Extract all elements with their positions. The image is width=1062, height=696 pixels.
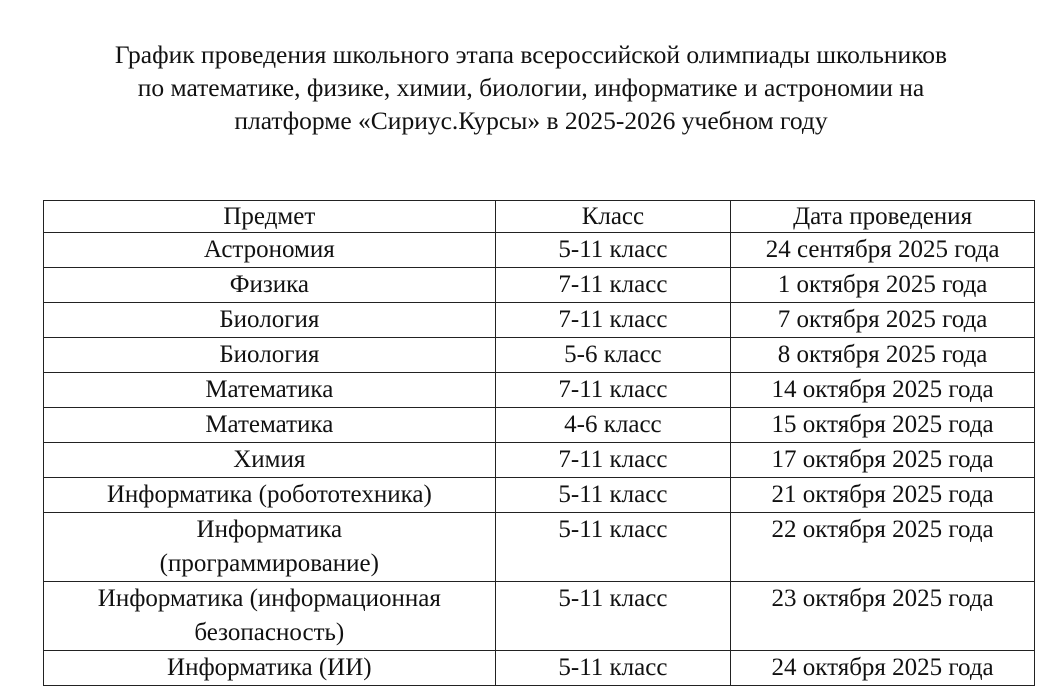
title-line: График проведения школьного этапа всероссийской олимпиады школьников	[114, 40, 948, 69]
cell-date: 7 октября 2025 года	[731, 303, 1035, 338]
cell-grade: 7-11 класс	[495, 373, 731, 408]
cell-subject: Химия	[44, 443, 496, 478]
cell-subject: Информатика (ИИ)	[44, 651, 496, 686]
cell-grade: 5-11 класс	[495, 582, 731, 651]
header-date: Дата проведения	[731, 201, 1035, 233]
header-subject: Предмет	[44, 201, 496, 233]
table-row	[44, 233, 1035, 268]
cell-date: 8 октября 2025 года	[731, 338, 1035, 373]
cell-date: 1 октября 2025 года	[731, 268, 1035, 303]
document-title	[0, 38, 1062, 137]
table-row	[44, 373, 1035, 408]
cell-subject: Математика	[44, 408, 496, 443]
schedule-table	[43, 200, 1035, 686]
cell-grade: 7-11 класс	[495, 268, 731, 303]
cell-subject: Астрономия	[44, 233, 496, 268]
table-row	[44, 478, 1035, 513]
cell-grade: 7-11 класс	[495, 303, 731, 338]
table-row	[44, 408, 1035, 443]
table-header-row	[44, 201, 1035, 233]
cell-subject: Математика	[44, 373, 496, 408]
cell-subject	[44, 513, 496, 582]
title-line: платформе «Сириус.Курсы» в 2025-2026 учебном году	[234, 106, 828, 135]
cell-date: 21 октября 2025 года	[731, 478, 1035, 513]
cell-date: 23 октября 2025 года	[731, 582, 1035, 651]
table-row	[44, 268, 1035, 303]
cell-grade: 5-11 класс	[495, 651, 731, 686]
cell-subject-line: (программирование)	[159, 550, 379, 577]
cell-grade: 5-11 класс	[495, 233, 731, 268]
cell-subject: Физика	[44, 268, 496, 303]
table-row	[44, 338, 1035, 373]
cell-date: 17 октября 2025 года	[731, 443, 1035, 478]
table-row	[44, 303, 1035, 338]
cell-subject-line: безопасность)	[194, 619, 345, 646]
cell-subject-line: Информатика	[196, 516, 343, 543]
title-line: по математике, физике, химии, биологии, информатике и астрономии на	[137, 73, 925, 102]
table-row	[44, 651, 1035, 686]
header-grade: Класс	[495, 201, 731, 233]
cell-subject: Биология	[44, 338, 496, 373]
cell-grade: 5-6 класс	[495, 338, 731, 373]
cell-grade: 5-11 класс	[495, 513, 731, 582]
table-row	[44, 443, 1035, 478]
table-row	[44, 513, 1035, 582]
table-body	[44, 233, 1035, 686]
cell-grade: 4-6 класс	[495, 408, 731, 443]
cell-grade: 5-11 класс	[495, 478, 731, 513]
cell-date: 22 октября 2025 года	[731, 513, 1035, 582]
cell-date: 24 октября 2025 года	[731, 651, 1035, 686]
cell-subject-line: Информатика (информационная	[97, 585, 441, 612]
cell-subject: Биология	[44, 303, 496, 338]
table-row	[44, 582, 1035, 651]
cell-date: 14 октября 2025 года	[731, 373, 1035, 408]
cell-date: 15 октября 2025 года	[731, 408, 1035, 443]
cell-date: 24 сентября 2025 года	[731, 233, 1035, 268]
cell-grade: 7-11 класс	[495, 443, 731, 478]
cell-subject	[44, 582, 496, 651]
cell-subject: Информатика (робототехника)	[44, 478, 496, 513]
